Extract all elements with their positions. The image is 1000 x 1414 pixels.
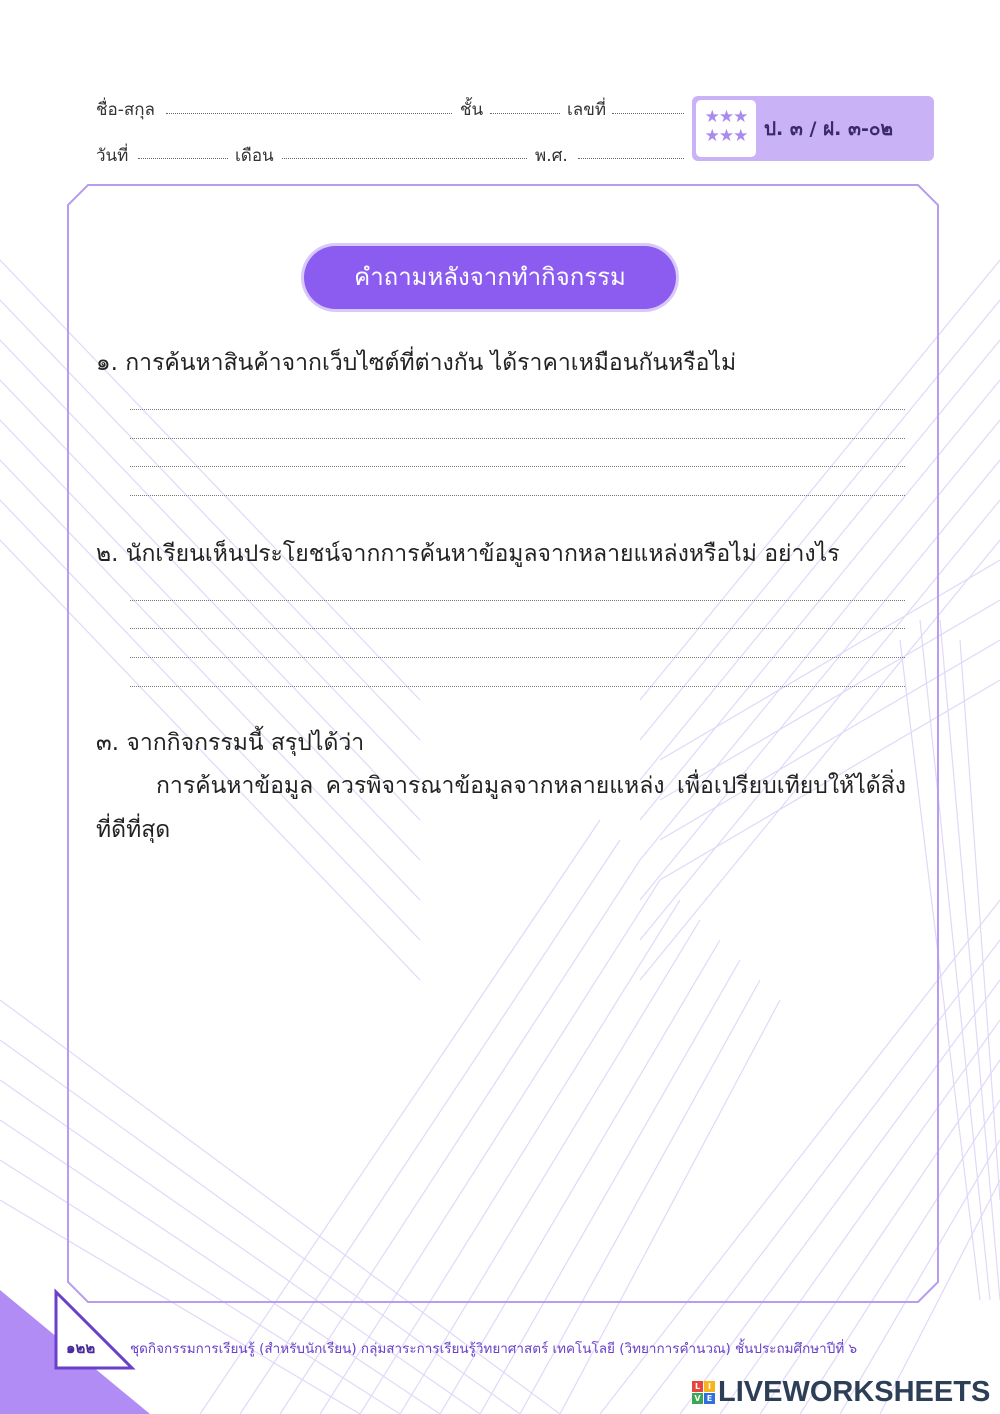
- answer-line[interactable]: [130, 628, 905, 629]
- star-rating-icon: ★★★ ★★★: [696, 100, 756, 157]
- answer-line[interactable]: [130, 438, 905, 439]
- logo-letter: I: [704, 1381, 715, 1392]
- name-label: ชื่อ-สกุล: [96, 100, 155, 120]
- day-field[interactable]: [138, 158, 228, 159]
- question-3: ๓. จากกิจกรรมนี้ สรุปได้ว่า: [96, 730, 365, 756]
- page-title: คำถามหลังจากทำกิจกรรม: [304, 246, 676, 309]
- level-badge: [692, 96, 934, 161]
- year-field[interactable]: [578, 158, 684, 159]
- logo-letter: V: [692, 1393, 703, 1404]
- day-label: วันที่: [96, 146, 129, 166]
- number-label: เลขที่: [567, 100, 607, 120]
- question-1: ๑. การค้นหาสินค้าจากเว็บไซต์ที่ต่างกัน ได้ราคาเหมือนกันหรือไม่: [96, 350, 737, 376]
- name-field[interactable]: [166, 113, 452, 114]
- answer-line[interactable]: [130, 495, 905, 496]
- answer-line[interactable]: [130, 657, 905, 658]
- liveworksheets-text: LIVEWORKSHEETS: [718, 1375, 991, 1408]
- month-label: เดือน: [235, 146, 274, 166]
- answer-line[interactable]: [130, 686, 905, 687]
- class-field[interactable]: [490, 113, 560, 114]
- class-label: ชั้น: [460, 100, 484, 120]
- month-field[interactable]: [282, 158, 527, 159]
- answer-3-body: การค้นหาข้อมูล ควรพิจารณาข้อมูลจากหลายแหล่ง เพื่อเปรียบเทียบให้ได้สิ่งที่ดีที่สุด: [96, 773, 906, 843]
- answer-3-text: [96, 764, 906, 852]
- worksheet-code: ป. ๓ / ฝ. ๓-๐๒: [764, 118, 894, 140]
- answer-line[interactable]: [130, 600, 905, 601]
- liveworksheets-logo-icon: [692, 1381, 715, 1404]
- number-field[interactable]: [612, 113, 684, 114]
- logo-letter: L: [692, 1381, 703, 1392]
- year-label: พ.ศ.: [535, 146, 568, 166]
- corner-triangle-icon: [0, 1250, 150, 1414]
- answer-line[interactable]: [130, 409, 905, 410]
- page-number: ๑๒๒: [66, 1339, 96, 1357]
- logo-letter: E: [704, 1393, 715, 1404]
- answer-line[interactable]: [130, 466, 905, 467]
- question-2: ๒. นักเรียนเห็นประโยชน์จากการค้นหาข้อมูลจากหลายแหล่งหรือไม่ อย่างไร: [96, 541, 840, 567]
- liveworksheets-logo[interactable]: [692, 1376, 990, 1408]
- footer-text: ชุดกิจกรรมการเรียนรู้ (สำหรับนักเรียน) กลุ่มสาระการเรียนรู้วิทยาศาสตร์ เทคโนโลยี (วิทยาการคำนวณ) ชั้นประถมศึกษาปีที่ ๖: [130, 1341, 858, 1357]
